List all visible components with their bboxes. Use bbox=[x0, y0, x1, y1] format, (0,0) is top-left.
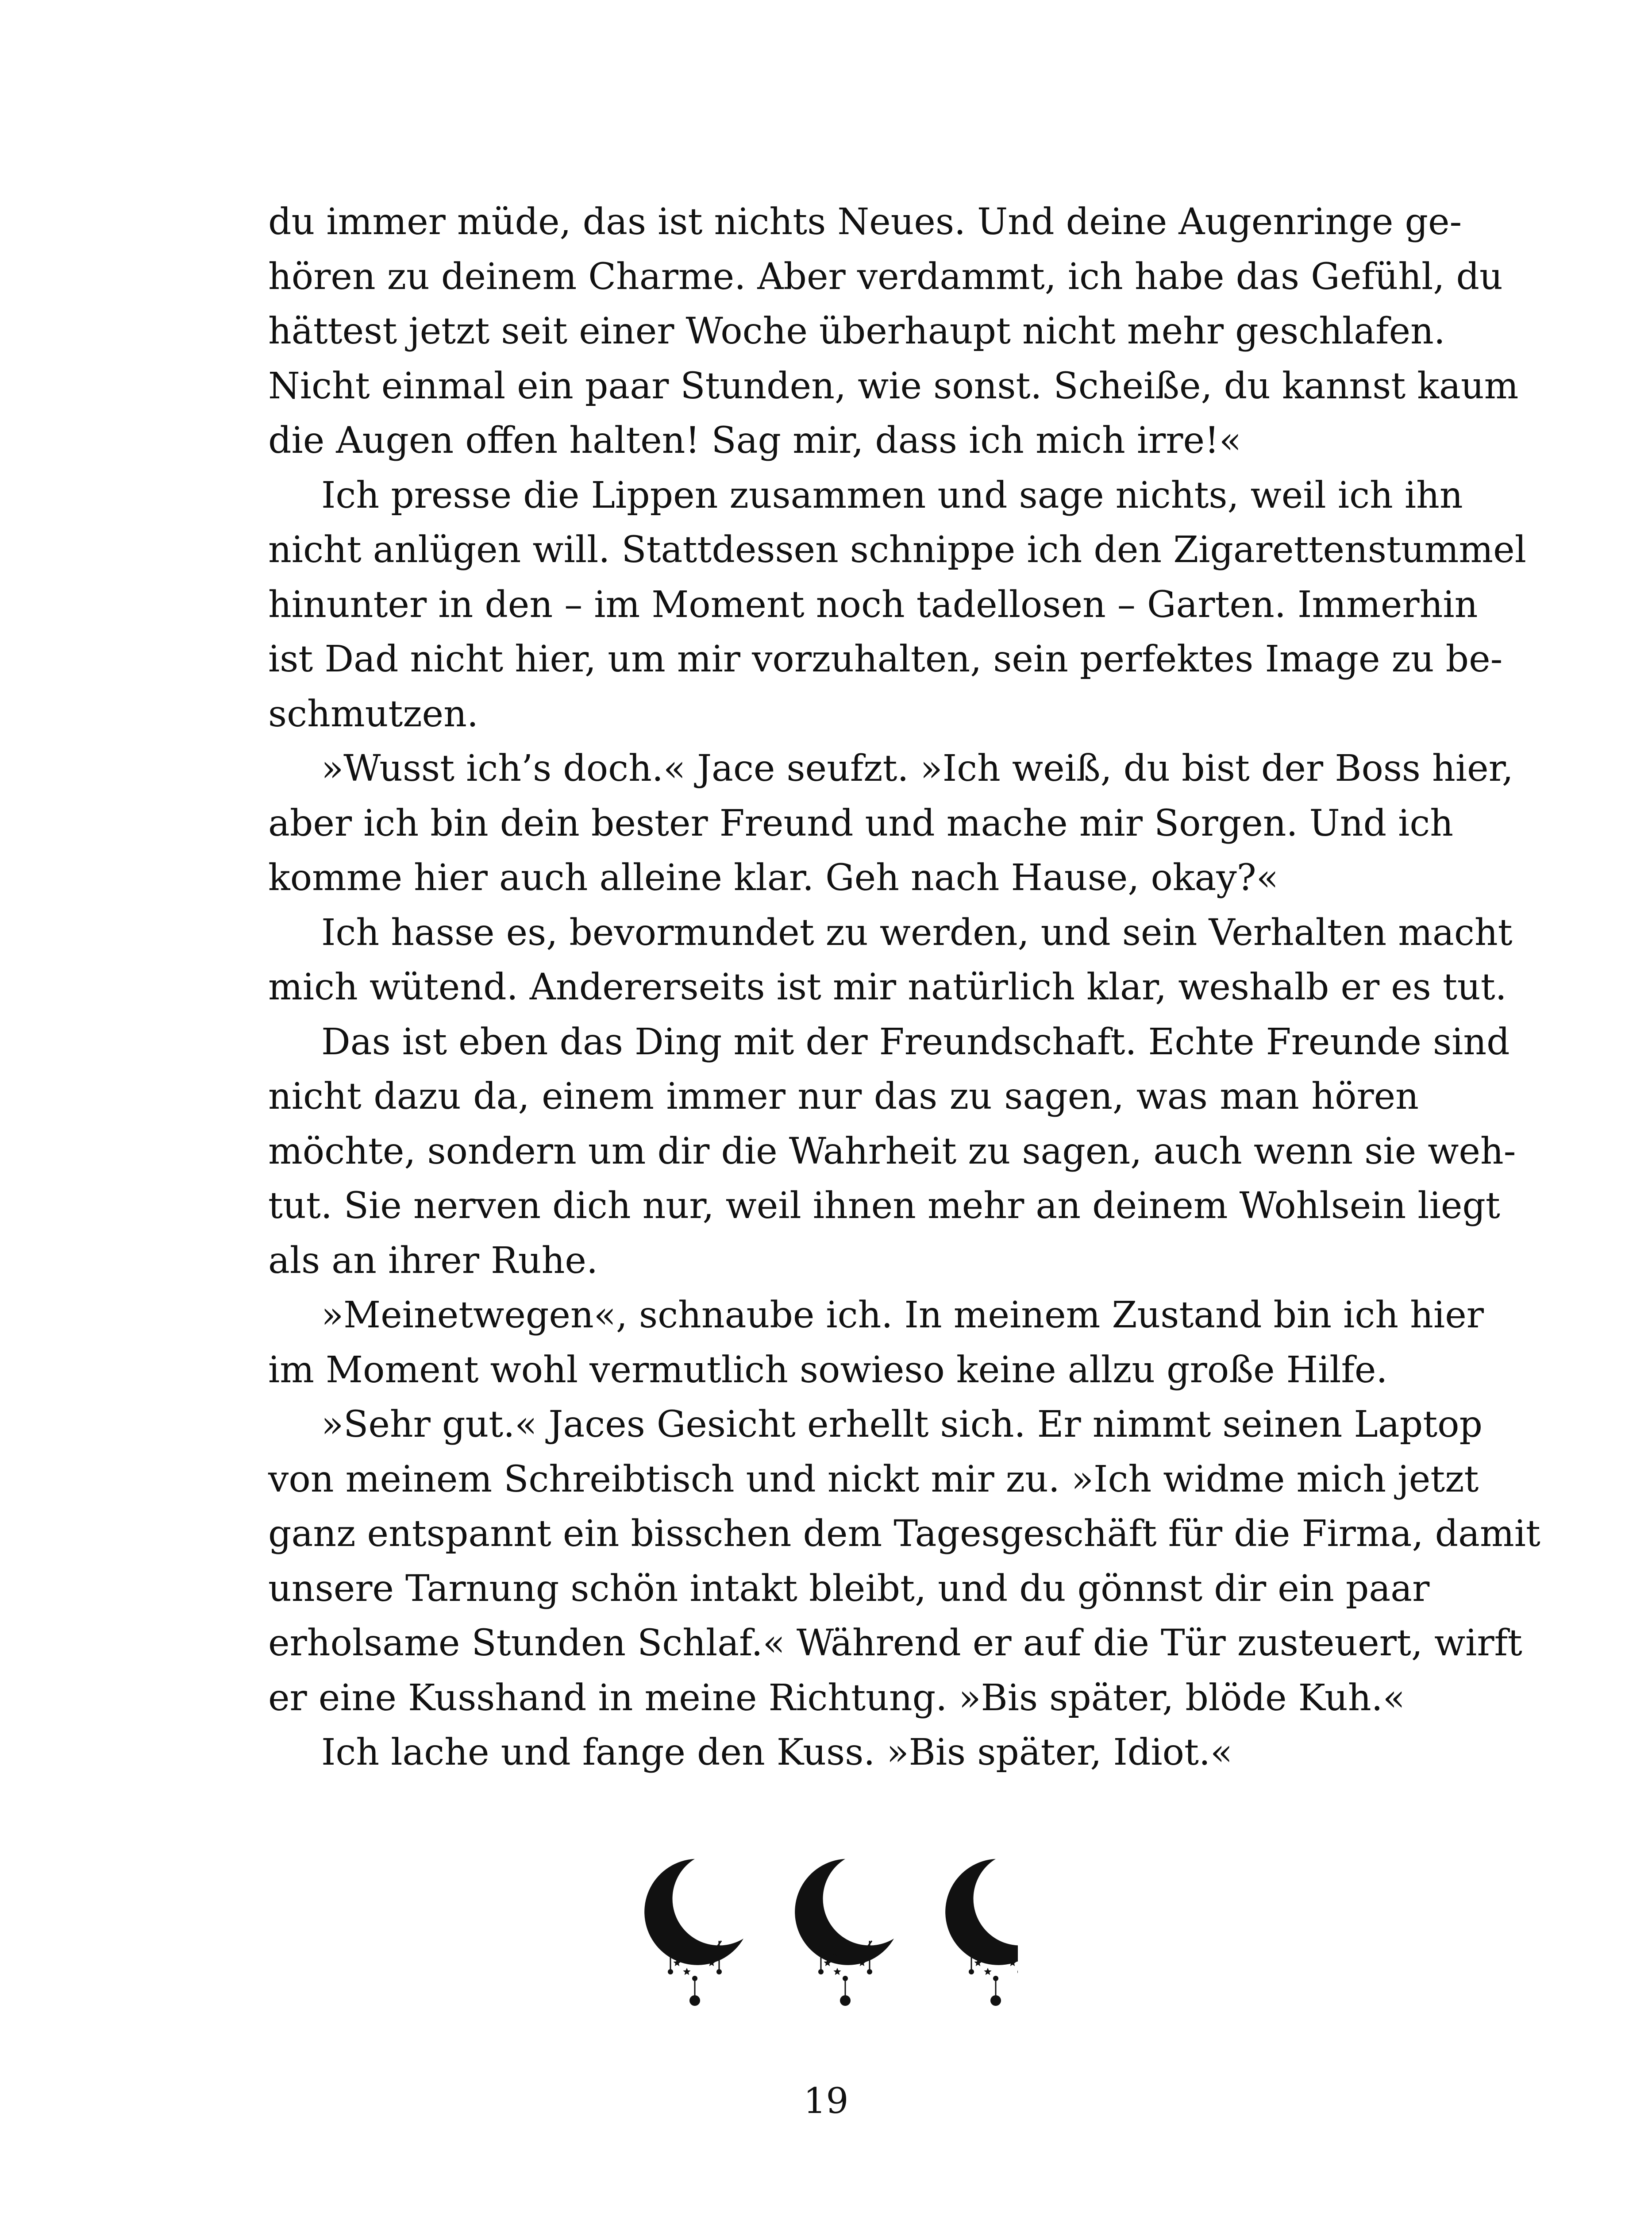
paragraph bbox=[268, 468, 1526, 742]
text-line: schmutzen. bbox=[268, 693, 478, 735]
text-line: nicht dazu da, einem immer nur das zu sagen, was man hören bbox=[268, 1076, 1419, 1118]
text-line: hättest jetzt seit einer Woche überhaupt nicht mehr geschlafen. bbox=[268, 310, 1445, 352]
paragraph bbox=[268, 1725, 1419, 1780]
text-line: du immer müde, das ist nichts Neues. Und deine Augenringe ge- bbox=[268, 201, 1462, 243]
text-line: Ich hasse es, bevormundet zu werden, und sein Verhalten macht bbox=[321, 911, 1513, 954]
text-line: die Augen offen halten! Sag mir, dass ich mich irre!« bbox=[268, 420, 1242, 462]
text-line: nicht anlügen will. Stattdessen schnippe ich den Zigarettenstummel bbox=[268, 529, 1526, 571]
paragraph bbox=[268, 1397, 1540, 1725]
text-line: als an ihrer Ruhe. bbox=[268, 1239, 598, 1282]
page-number: 19 bbox=[803, 2080, 849, 2121]
text-line: »Wusst ich’s doch.« Jace seufzt. »Ich weiß, du bist der Boss hier, bbox=[321, 748, 1513, 790]
text-line: möchte, sondern um dir die Wahrheit zu sagen, auch wenn sie weh- bbox=[268, 1130, 1516, 1172]
text-line: Ich presse die Lippen zusammen und sage nichts, weil ich ihn bbox=[321, 474, 1463, 517]
text-line: hinunter in den – im Moment noch tadellosen – Garten. Immerhin bbox=[268, 583, 1478, 626]
text-line: von meinem Schreibtisch und nickt mir zu. »Ich widme mich jetzt bbox=[268, 1458, 1479, 1500]
paragraph bbox=[268, 906, 1513, 1015]
body-text bbox=[268, 195, 1540, 1780]
text-line: im Moment wohl vermutlich sowieso keine allzu große Hilfe. bbox=[268, 1349, 1388, 1391]
text-line: »Sehr gut.« Jaces Gesicht erhellt sich. Er nimmt seinen Laptop bbox=[321, 1403, 1483, 1446]
paragraph bbox=[268, 1288, 1484, 1397]
text-line: hören zu deinem Charme. Aber verdammt, ich habe das Gefühl, du bbox=[268, 255, 1503, 298]
paragraph bbox=[268, 195, 1519, 468]
text-line: tut. Sie nerven dich nur, weil ihnen mehr an deinem Wohlsein liegt bbox=[268, 1185, 1500, 1227]
text-line: »Meinetwegen«, schnaube ich. In meinem Zustand bin ich hier bbox=[321, 1294, 1484, 1336]
text-line: erholsame Stunden Schlaf.« Während er auf die Tür zusteuert, wirft bbox=[268, 1622, 1522, 1664]
crescent-moon-icon bbox=[644, 1859, 743, 2006]
text-line: ganz entspannt ein bisschen dem Tagesgeschäft für die Firma, damit bbox=[268, 1513, 1540, 1555]
text-line: Nicht einmal ein paar Stunden, wie sonst. Scheiße, du kannst kaum bbox=[268, 365, 1519, 407]
paragraph bbox=[268, 741, 1513, 906]
paragraph bbox=[268, 1015, 1516, 1288]
text-line: Das ist eben das Ding mit der Freundschaft. Echte Freunde sind bbox=[321, 1021, 1510, 1063]
text-line: komme hier auch alleine klar. Geh nach Hause, okay?« bbox=[268, 857, 1278, 899]
text-line: ist Dad nicht hier, um mir vorzuhalten, sein perfektes Image zu be- bbox=[268, 638, 1503, 680]
crescent-moon-icon bbox=[945, 1859, 1018, 2006]
crescent-moon-icon bbox=[795, 1859, 894, 2006]
text-line: aber ich bin dein bester Freund und mache mir Sorgen. Und ich bbox=[268, 802, 1454, 844]
section-break-ornament bbox=[637, 1850, 1018, 2054]
text-line: mich wütend. Andererseits ist mir natürlich klar, weshalb er es tut. bbox=[268, 966, 1507, 1008]
text-line: Ich lache und fange den Kuss. »Bis später, Idiot.« bbox=[321, 1731, 1233, 1773]
text-line: unsere Tarnung schön intakt bleibt, und du gönnst dir ein paar bbox=[268, 1567, 1430, 1610]
text-line: er eine Kusshand in meine Richtung. »Bis später, blöde Kuh.« bbox=[268, 1677, 1405, 1719]
